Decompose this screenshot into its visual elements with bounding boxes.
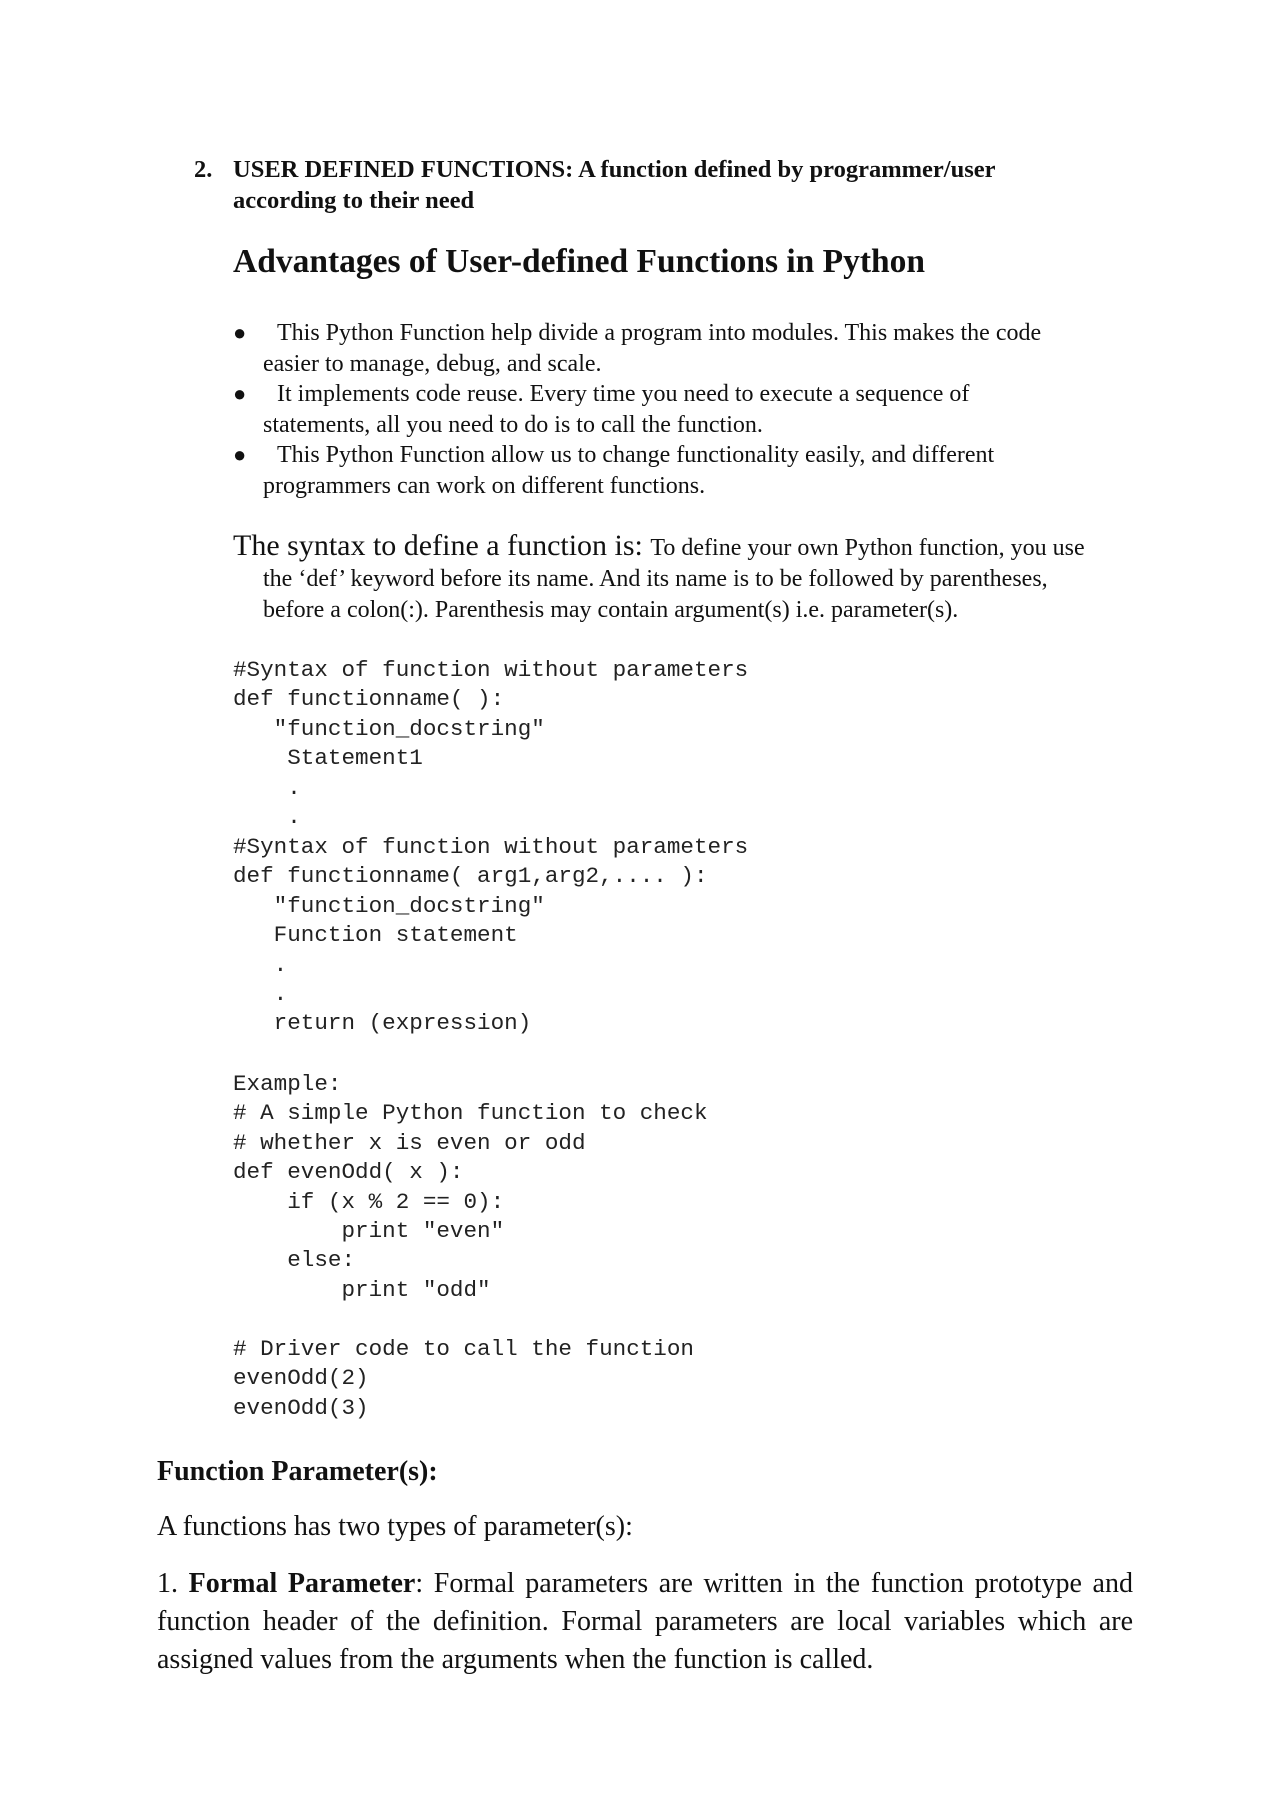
- parameters-intro: A functions has two types of parameter(s):: [157, 1511, 633, 1542]
- syntax-line2: the ‘def’ keyword before its name. And its name is to be followed by parentheses,: [263, 566, 1048, 592]
- bullet-icon: ●: [233, 320, 247, 345]
- parameters-heading: Function Parameter(s):: [157, 1456, 438, 1487]
- list-item: ● This Python Function allow us to change functionality easily, and different programmers can work on different functions.: [233, 442, 995, 499]
- formal-parameter-paragraph: [157, 1565, 1133, 1679]
- code-block-driver: # Driver code to call the function evenOdd(2) evenOdd(3): [233, 1336, 694, 1421]
- bullet-icon: ●: [233, 381, 247, 406]
- formal-prefix: 1.: [157, 1568, 189, 1599]
- code-block-no-params: #Syntax of function without parameters def functionname( ): "function_docstring" Statement1 . .: [233, 657, 749, 831]
- code-block-with-params: #Syntax of function without parameters def functionname( arg1,arg2,.... ): "function_docstring" Function statement . . return (expression): [233, 834, 749, 1037]
- syntax-lead: The syntax to define a function is:: [233, 529, 651, 562]
- syntax-paragraph: [233, 530, 1085, 626]
- formal-label: Formal Parameter: [188, 1568, 416, 1599]
- section-title-line1: USER DEFINED FUNCTIONS: A function defined by programmer/user: [233, 156, 996, 183]
- bullet-icon: ●: [233, 442, 247, 467]
- list-item: ● It implements code reuse. Every time you need to execute a sequence of statements, all you need to do is to call the function.: [233, 381, 970, 438]
- syntax-line3: before a colon(:). Parenthesis may contain argument(s) i.e. parameter(s).: [263, 597, 959, 623]
- advantages-title: Advantages of User-defined Functions in Python: [233, 243, 926, 280]
- section-number: 2.: [194, 156, 213, 183]
- section-title-line2: according to their need: [233, 187, 475, 214]
- advantages-list: [233, 318, 1041, 501]
- list-item: ● This Python Function help divide a program into modules. This makes the code easier to manage, debug, and scale.: [233, 320, 1042, 377]
- section-title: [233, 154, 996, 216]
- syntax-line1: To define your own Python function, you use: [650, 535, 1085, 561]
- code-block-example: Example: # A simple Python function to check # whether x is even or odd def evenOdd( x ): if (x % 2 == 0): print "even" else: print "odd": [233, 1071, 708, 1303]
- formal-text: : Formal parameters are written in the function prototype and function header of the definition. Formal parameters are local variables which are assigned values from the arguments when the function is called.: [157, 1568, 1133, 1675]
